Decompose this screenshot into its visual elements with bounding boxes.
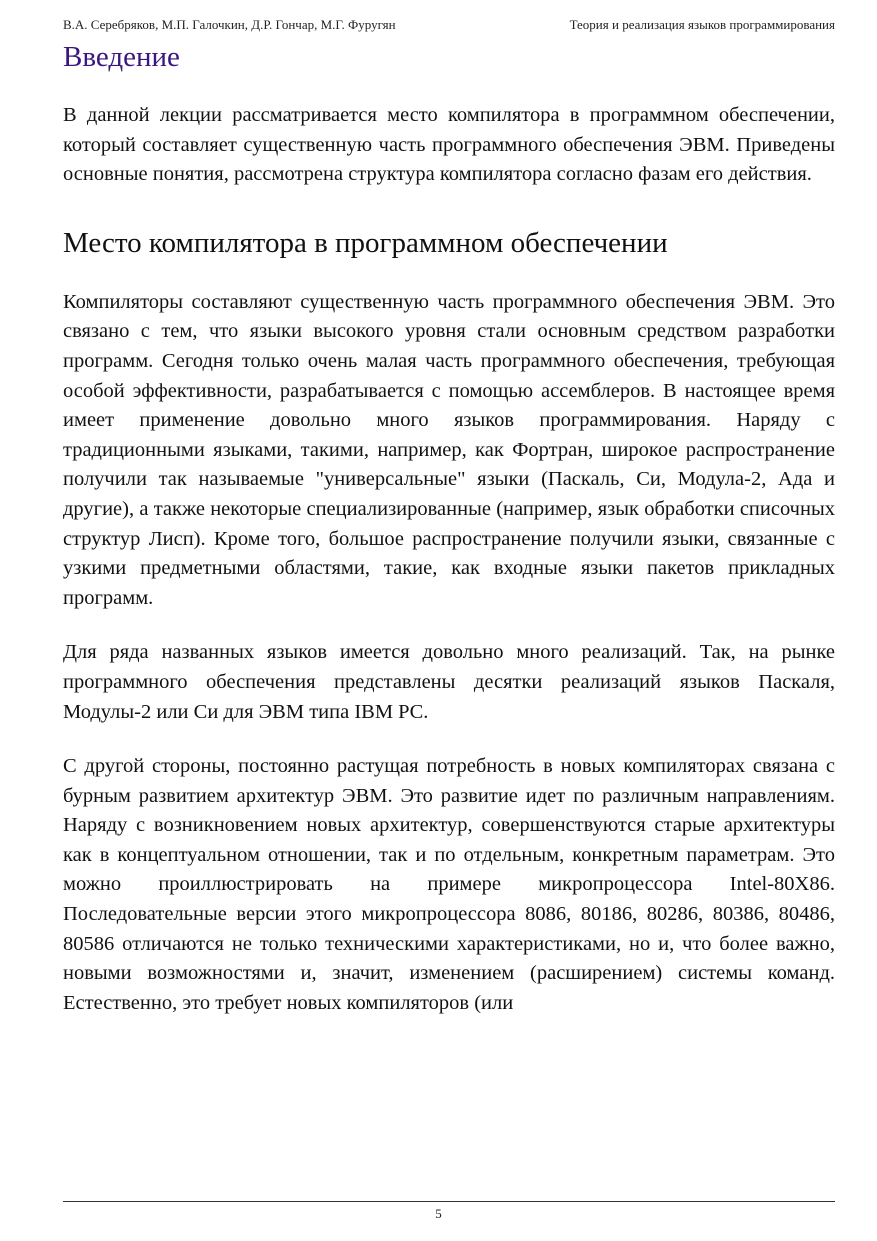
intro-paragraph: В данной лекции рассматривается место компилятора в программном обеспечении, который составляет существенную часть программного обеспечения ЭВМ. Приведены основные понятия, рассмотрена структура компилятора согласно фазам его действия. xyxy=(63,104,835,186)
section-title-compiler-place: Место компилятора в программном обеспечении xyxy=(63,226,668,259)
page-content xyxy=(63,38,835,1018)
header-authors: В.А. Серебряков, М.П. Галочкин, Д.Р. Гончар, М.Г. Фуругян xyxy=(63,17,396,32)
page-number: 5 xyxy=(435,1206,442,1221)
header-book-title: Теория и реализация языков программирования xyxy=(569,17,835,32)
footer-divider xyxy=(63,1201,835,1202)
body-paragraph: Компиляторы составляют существенную часть программного обеспечения ЭВМ. Это связано с тем, что языки высокого уровня стали основным средством разработки программ. Сегодня только очень малая часть программного обеспечения, требующая особой эффективности, разрабатывается с помощью ассемблеров. В настоящее время имеет применение довольно много языков программирования. Наряду с традиционными языками, такими, например, как Фортран, широкое распространение получили так называемые "универсальные" языки (Паскаль, Си, Модула-2, Ада и другие), а также некоторые специализированные (например, язык обработки списочных структур Лисп). Кроме того, большое распространение получили языки, связанные с узкими предметными областями, такие, как входные языки пакетов прикладных программ. xyxy=(63,290,835,609)
body-paragraph: Для ряда названных языков имеется довольно много реализаций. Так, на рынке программного обеспечения представлены десятки реализаций языков Паскаля, Модулы-2 или Си для ЭВМ типа IBM PC. xyxy=(63,641,835,723)
body-paragraph: С другой стороны, постоянно растущая потребность в новых компиляторах связана с бурным развитием архитектур ЭВМ. Это развитие идет по различным направлениям. Наряду с возникновением новых архитектур, совершенствуются старые архитектуры как в концептуальном отношении, так и по отдельным, конкретным параметрам. Это можно проиллюстрировать на примере микропроцессора Intel-80X86. Последовательные версии этого микропроцессора 8086, 80186, 80286, 80386, 80486, 80586 отличаются не только техническими характеристиками, но и, что более важно, новыми возможностями и, значит, изменением (расширением) системы команд. Естественно, это требует новых компиляторов (или xyxy=(63,755,835,1014)
section-title-introduction: Введение xyxy=(63,41,180,73)
running-header xyxy=(63,17,835,37)
